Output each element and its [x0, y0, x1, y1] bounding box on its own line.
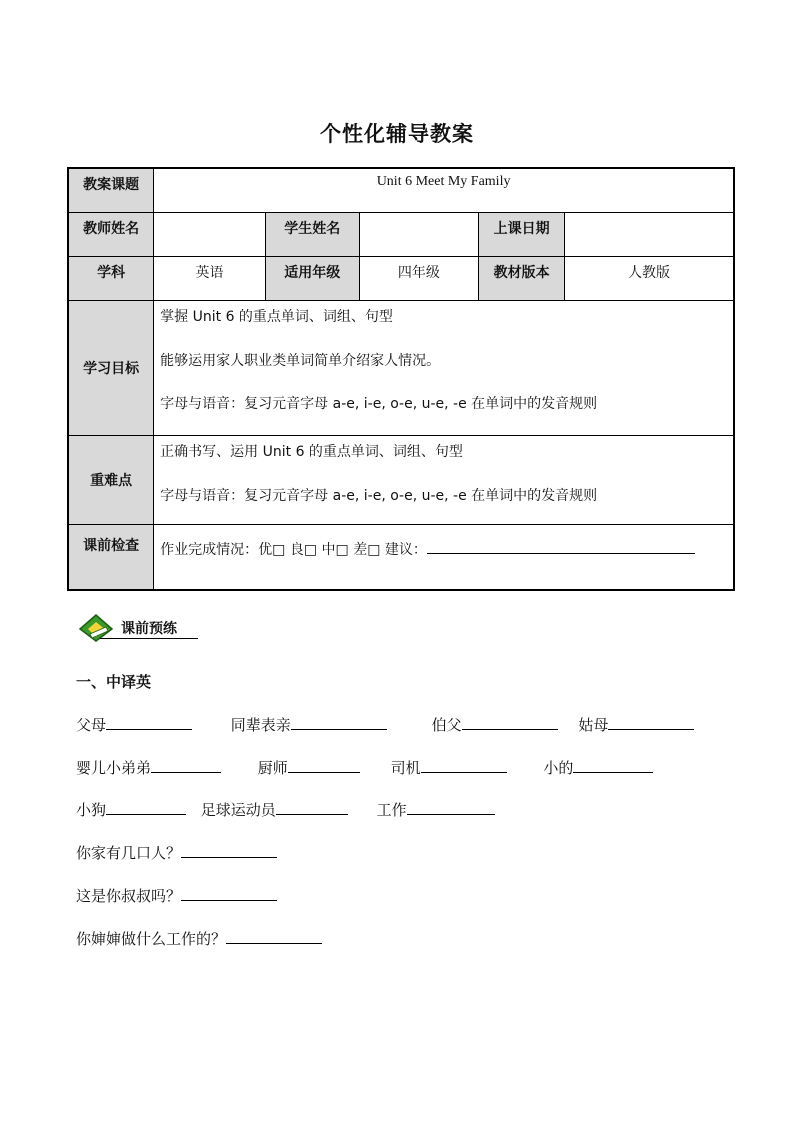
prompt-item: 姑母: [578, 714, 694, 735]
prompt-item: 厨师: [258, 757, 360, 778]
edition-value: 人教版: [564, 257, 734, 301]
topic-value: Unit 6 Meet My Family: [154, 168, 734, 213]
precheck-label: 课前检查: [68, 525, 154, 591]
answer-blank[interactable]: [462, 714, 558, 730]
answer-blank[interactable]: [181, 885, 277, 901]
prompt-item: 小狗: [76, 799, 186, 820]
teacher-name-label: 教师姓名: [68, 213, 154, 257]
goals-cell: [154, 301, 734, 436]
prompt-item: 工作: [377, 799, 495, 820]
grade-value: 四年级: [359, 257, 479, 301]
page-title: 个性化辅导教案: [320, 122, 474, 146]
prompt-item: 司机: [391, 757, 507, 778]
keypoint-item: 字母与语音：复习元音字母 a-e, i-e, o-e, u-e, -e 在单词中的发音规则: [160, 487, 598, 504]
section-underline: [100, 638, 198, 639]
answer-blank[interactable]: [151, 757, 221, 773]
grade-label: 适用年级: [265, 257, 359, 301]
precheck-cell: [154, 525, 734, 591]
subject-label: 学科: [68, 257, 154, 301]
suggestion-blank[interactable]: [427, 539, 695, 554]
translation-row: [76, 714, 694, 735]
student-name-field[interactable]: [359, 213, 479, 257]
edition-label: 教材版本: [479, 257, 565, 301]
prompt-item: 父母: [76, 714, 192, 735]
student-name-label: 学生姓名: [265, 213, 359, 257]
prompt-item: 同辈表亲: [231, 714, 387, 735]
translation-row: [76, 799, 495, 820]
prompt-item: 足球运动员: [201, 799, 348, 820]
class-date-label: 上课日期: [479, 213, 565, 257]
answer-blank[interactable]: [226, 928, 322, 944]
prompt-item: 伯父: [432, 714, 558, 735]
keypoints-cell: [154, 436, 734, 525]
prompt-item: 小的: [543, 757, 653, 778]
answer-blank[interactable]: [573, 757, 653, 773]
answer-blank[interactable]: [291, 714, 387, 730]
translation-row: [76, 757, 653, 778]
sentence-item: 这是你叔叔吗？: [76, 885, 277, 906]
answer-blank[interactable]: [288, 757, 360, 773]
exercise-heading: 一、中译英: [76, 673, 152, 691]
answer-blank[interactable]: [608, 714, 694, 730]
keypoints-label: 重难点: [68, 436, 154, 525]
prompt-item: 婴儿小弟弟: [76, 757, 221, 778]
section-label: 课前预练: [121, 621, 177, 637]
goals-label: 学习目标: [68, 301, 154, 436]
goal-item: 掌握 Unit 6 的重点单词、词组、句型: [160, 309, 393, 325]
answer-blank[interactable]: [407, 799, 495, 815]
goal-item: 能够运用家人职业类单词简单介绍家人情况。: [160, 352, 441, 369]
topic-label: 教案课题: [68, 168, 154, 213]
sentence-item: 你家有几口人？: [76, 842, 277, 863]
answer-blank[interactable]: [106, 799, 186, 815]
class-date-field[interactable]: [564, 213, 734, 257]
answer-blank[interactable]: [421, 757, 507, 773]
teacher-name-field[interactable]: [154, 213, 266, 257]
keypoint-item: 正确书写、运用 Unit 6 的重点单词、词组、句型: [160, 444, 463, 460]
sentence-item: 你婶婶做什么工作的？: [76, 928, 322, 949]
subject-value: 英语: [154, 257, 266, 301]
answer-blank[interactable]: [181, 842, 277, 858]
answer-blank[interactable]: [106, 714, 192, 730]
precheck-text: 作业完成情况：优□ 良□ 中□ 差□ 建议：: [160, 542, 427, 558]
goal-item: 字母与语音：复习元音字母 a-e, i-e, o-e, u-e, -e 在单词中的发音规则: [160, 396, 598, 413]
lesson-plan-table: [67, 167, 735, 591]
answer-blank[interactable]: [276, 799, 348, 815]
